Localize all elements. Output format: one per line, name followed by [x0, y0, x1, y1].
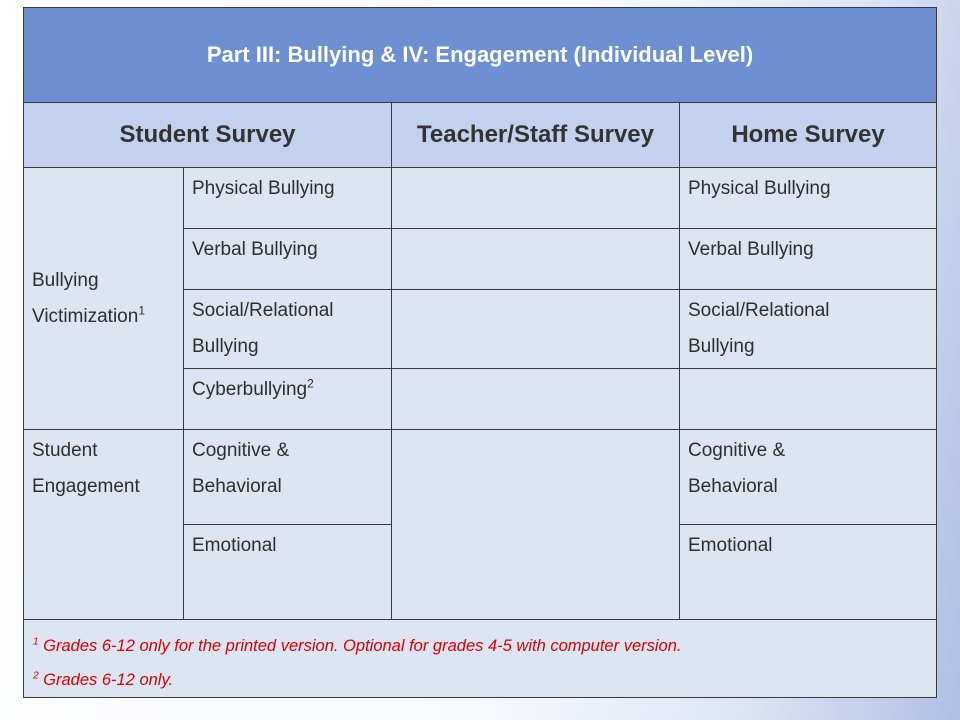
home-social-line2: Bullying — [688, 336, 755, 357]
table-title: Part III: Bullying & IV: Engagement (Individual Level) — [24, 8, 937, 103]
student-cognitive-behavioral — [184, 430, 392, 525]
cyberbullying-footnote-marker: 2 — [307, 376, 314, 391]
footnote-1-marker: 1 — [33, 636, 39, 648]
teacher-social-relational-bullying — [392, 290, 680, 369]
student-cyberbullying-label: Cyberbullying — [192, 379, 308, 400]
group-engagement-label-line2: Engagement — [32, 476, 140, 497]
student-social-relational-bullying — [184, 290, 392, 369]
home-social-relational-bullying — [680, 290, 937, 369]
footnote-2 — [33, 663, 927, 697]
group-bullying-footnote-marker: 1 — [138, 303, 145, 318]
student-cognitive-line1: Cognitive & — [192, 440, 290, 461]
home-cognitive-line1: Cognitive & — [688, 440, 786, 461]
teacher-cyberbullying — [392, 369, 680, 430]
teacher-physical-bullying — [392, 168, 680, 229]
student-social-line1: Social/Relational — [192, 300, 334, 321]
group-student-engagement — [24, 430, 184, 620]
header-teacher-staff-survey: Teacher/Staff Survey — [392, 103, 680, 168]
survey-table — [23, 7, 937, 698]
footnote-2-marker: 2 — [33, 670, 39, 682]
student-cyberbullying — [184, 369, 392, 430]
student-physical-bullying: Physical Bullying — [184, 168, 392, 229]
home-social-line1: Social/Relational — [688, 300, 830, 321]
home-cognitive-behavioral — [680, 430, 937, 525]
student-cognitive-line2: Behavioral — [192, 476, 282, 497]
home-cyberbullying — [680, 369, 937, 430]
footnote-1-text: Grades 6-12 only for the printed version. Optional for grades 4-5 with computer version. — [38, 637, 682, 655]
home-emotional: Emotional — [680, 525, 937, 620]
group-bullying-victimization — [24, 168, 184, 430]
home-physical-bullying: Physical Bullying — [680, 168, 937, 229]
group-bullying-label-line2: Victimization — [32, 305, 139, 327]
footnotes — [24, 620, 937, 698]
teacher-engagement — [392, 430, 680, 620]
home-cognitive-line2: Behavioral — [688, 476, 778, 497]
group-bullying-label-line1: Bullying — [32, 269, 99, 291]
student-social-line2: Bullying — [192, 336, 259, 357]
student-verbal-bullying: Verbal Bullying — [184, 229, 392, 290]
teacher-verbal-bullying — [392, 229, 680, 290]
footnote-2-text: Grades 6-12 only. — [38, 671, 174, 689]
header-home-survey: Home Survey — [680, 103, 937, 168]
home-verbal-bullying: Verbal Bullying — [680, 229, 937, 290]
group-engagement-label-line1: Student — [32, 440, 98, 461]
header-student-survey: Student Survey — [24, 103, 392, 168]
footnote-1 — [33, 629, 927, 663]
student-emotional: Emotional — [184, 525, 392, 620]
